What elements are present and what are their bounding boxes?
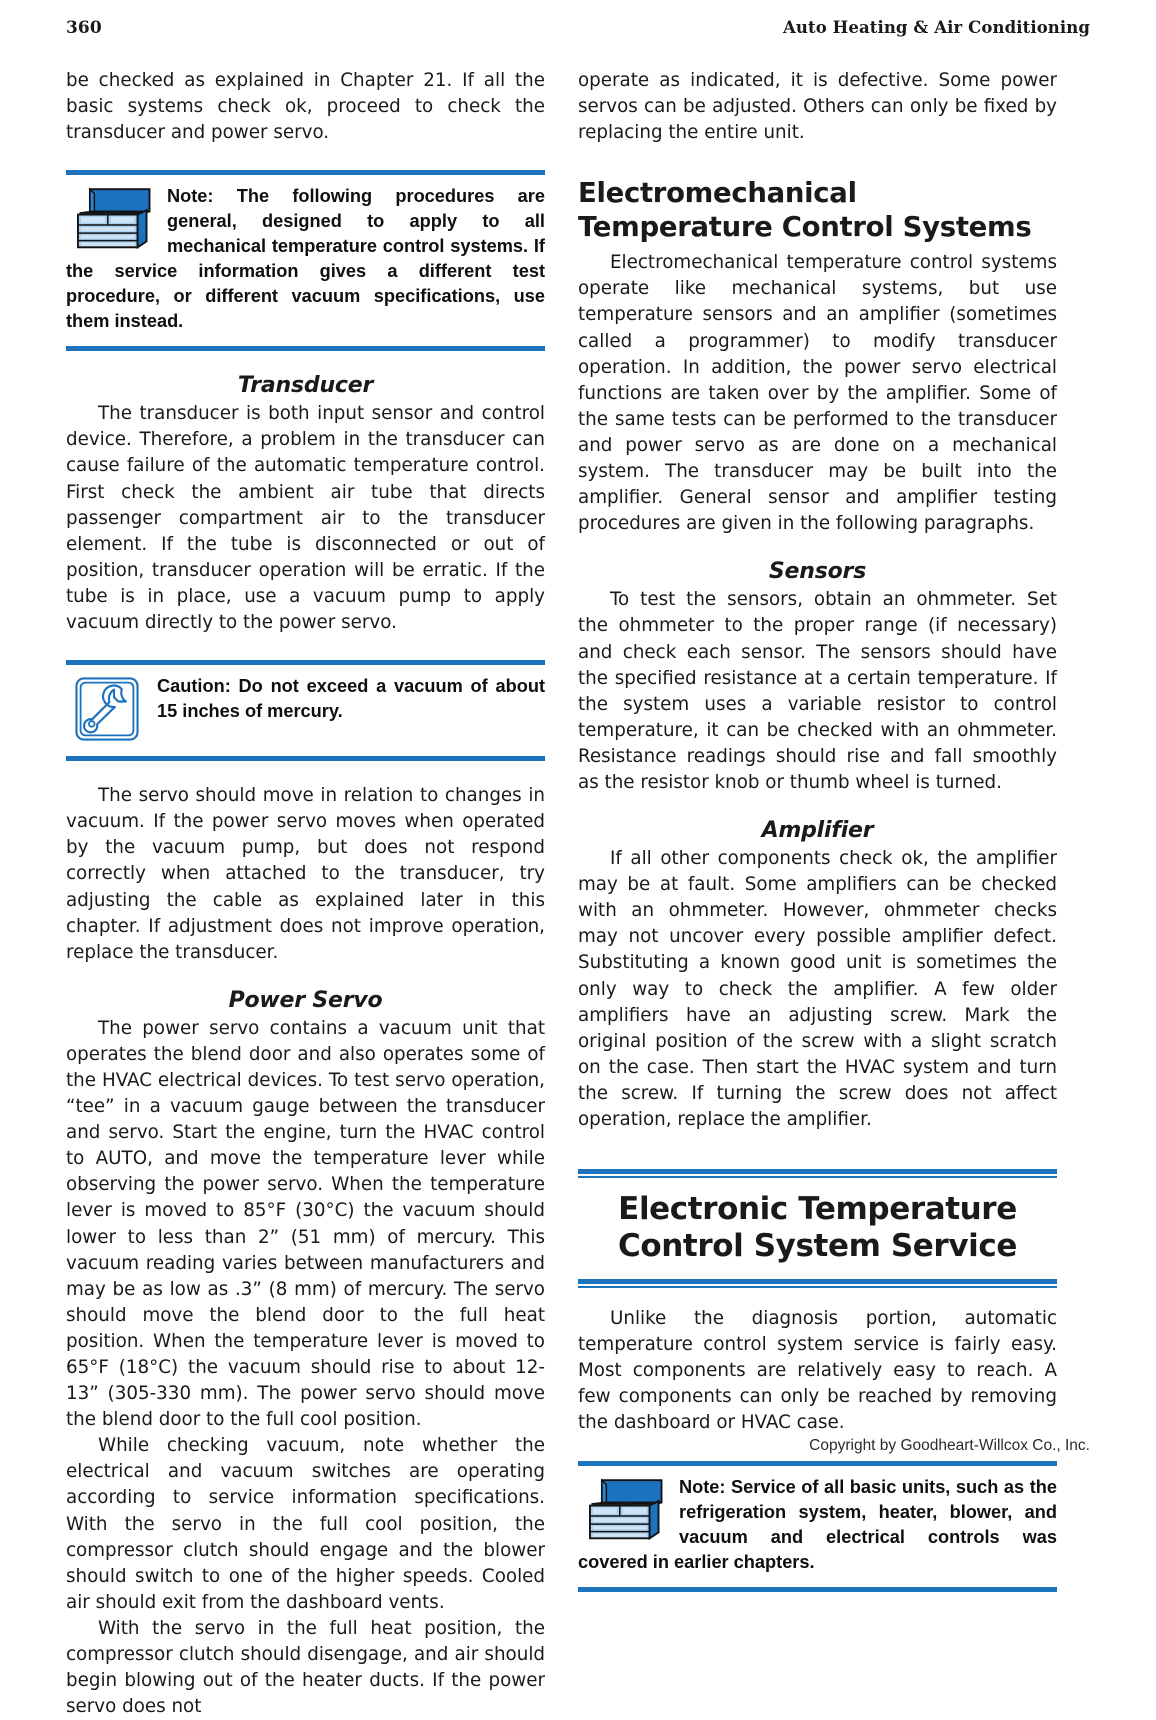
paragraph-sensors-1: To test the sensors, obtain an ohmmeter. Set the ohmmeter to the proper range (if necessary) and check each sensor. The sensors should have the specified resistance at a certain temperature. If the system uses a variable resistor to control temperature, it can be checked with an ohmmeter. Resistance readings should rise and fall smoothly as the resistor knob or thumb wheel is turned. bbox=[578, 589, 1057, 793]
paragraph-continued-right: operate as indicated, it is defective. Some power servos can be adjusted. Others can only be fixed by replacing the entire unit. bbox=[578, 70, 1057, 144]
subhead-power-servo: Power Servo bbox=[228, 987, 383, 1013]
subhead-sensors: Sensors bbox=[768, 559, 867, 585]
paragraph-power-servo-3: With the servo in the full heat position, the compressor clutch should disengage, and air should begin blowing out of the heater ducts. If the power servo does not bbox=[66, 1617, 545, 1718]
note-service-callout-text: Note: Service of all basic units, such as the refrigeration system, heater, blower, and vacuum and electrical controls was covered in earlier chapters. bbox=[578, 1476, 1057, 1572]
paragraph-power-servo-2: While checking vacuum, note whether the electrical and vacuum switches are operating according to service information specifications. With the servo in the full cool position, the compressor clutch should engage and the blower should switch to one of the higher speeds. Cooled air should exit from the dashboard vents. bbox=[66, 1435, 545, 1613]
caution-callout-body bbox=[66, 665, 545, 750]
right-column bbox=[578, 68, 1057, 1720]
two-column-body bbox=[66, 68, 1090, 1720]
note-service-callout-body bbox=[578, 1466, 1057, 1581]
wrench-icon bbox=[74, 676, 140, 742]
book-title: Auto Heating & Air Conditioning bbox=[783, 18, 1090, 37]
footer-copyright: Copyright by Goodheart-Willcox Co., Inc. bbox=[809, 1437, 1090, 1454]
running-head bbox=[66, 18, 1090, 52]
subhead-transducer: Transducer bbox=[237, 373, 374, 399]
subhead-amplifier: Amplifier bbox=[761, 818, 874, 844]
toolbox-icon bbox=[72, 186, 154, 252]
display-rule-bottom bbox=[578, 1279, 1057, 1288]
note-callout-body bbox=[66, 175, 545, 340]
paragraph-transducer-1: The transducer is both input sensor and control device. Therefore, a problem in the transducer can cause failure of the automatic temperature control. First check the ambient air tube that directs passenger compartment air to the transducer element. If the tube is disconnected or out of position, transducer operation will be erratic. If the tube is in place, use a vacuum pump to apply vacuum directly to the power servo. bbox=[66, 403, 545, 634]
display-rule-top bbox=[578, 1169, 1057, 1178]
note-callout-text: Note: The following procedures are general, designed to apply to all mechanical temperature control systems. If the service information gives a different test procedure, or different vacuum specifications, use them instead. bbox=[66, 186, 545, 332]
left-column bbox=[66, 68, 545, 1720]
spacer bbox=[578, 1298, 1057, 1306]
paragraph-continued-left: be checked as explained in Chapter 21. If all the basic systems check ok, proceed to check the transducer and power servo. bbox=[66, 70, 545, 144]
paragraph-power-servo-1: The power servo contains a vacuum unit that operates the blend door and also operates some of the HVAC electrical devices. To test servo operation, “tee” in a vacuum gauge between the transducer and servo. Start the engine, turn the HVAC control to AUTO, and move the temperature lever while observing the power servo. When the temperature lever is moved to 85°F (30°C) the vacuum should lower to less than 2” (51 mm) of mercury. This vacuum reading varies between manufacturers and may be as low as .3” (8 mm) of mercury. The servo should move the blend door to the full heat position. When the temperature lever is moved to 65°F (18°C) the vacuum should rise to about 12-13” (305-330 mm). The power servo should move the blend door to the full cool position. bbox=[66, 1017, 545, 1431]
paragraph-after-caution: The servo should move in relation to changes in vacuum. If the power servo moves when operated by the vacuum pump, but does not respond correctly when attached to the transducer, try adjusting the cable as explained later in this chapter. If adjustment does not improve operation, replace the transducer. bbox=[66, 785, 545, 963]
note-callout-service bbox=[578, 1461, 1057, 1592]
heading-electromechanical: Electromechanical Temperature Control Systems bbox=[578, 177, 1032, 244]
toolbox-icon bbox=[584, 1477, 666, 1543]
page-number: 360 bbox=[66, 18, 102, 38]
caution-callout-vacuum bbox=[66, 660, 545, 761]
display-heading-block bbox=[578, 1169, 1057, 1288]
paragraph-electromechanical-1: Electromechanical temperature control systems operate like mechanical systems, but use temperature sensors and an amplifier (sometimes called a programmer) to modify transducer operation. In addition, the power servo electrical functions are taken over by the amplifier. Some of the same tests can be performed to the transducer and power servo as are done on a mechanical system. The transducer may be built into the amplifier. General sensor and amplifier testing procedures are given in the following paragraphs. bbox=[578, 252, 1057, 535]
note-service-rule-bottom bbox=[578, 1587, 1057, 1592]
ahead-electromechanical-block bbox=[578, 176, 1057, 244]
heading-electronic-temperature-control-system-service: Electronic Temperature Control System Service bbox=[618, 1191, 1017, 1265]
caution-callout-text: Caution: Do not exceed a vacuum of about 15 inches of mercury. bbox=[157, 676, 545, 722]
caution-rule-bottom bbox=[66, 756, 545, 761]
display-rule-bottom-thin bbox=[578, 1286, 1057, 1288]
paragraph-amplifier-1: If all other components check ok, the amplifier may be at fault. Some amplifiers can be checked with an ohmmeter. However, ohmmeter checks may not uncover every possible amplifier defect. Substituting a known good unit is sometimes the only way to check the amplifier. A few older amplifiers have an adjusting screw. Mark the original position of the screw with a slight scratch on the case. Then start the HVAC system and turn the screw. If turning the screw does not affect operation, replace the amplifier. bbox=[578, 848, 1057, 1130]
callout-rule-bottom bbox=[66, 346, 545, 351]
paragraph-after-display-heading: Unlike the diagnosis portion, automatic temperature control system service is fairly easy. Most components are relatively easy to reach. A few components can only be reached by removing the dashboard or HVAC case. bbox=[578, 1308, 1057, 1434]
note-callout-procedures bbox=[66, 170, 545, 351]
